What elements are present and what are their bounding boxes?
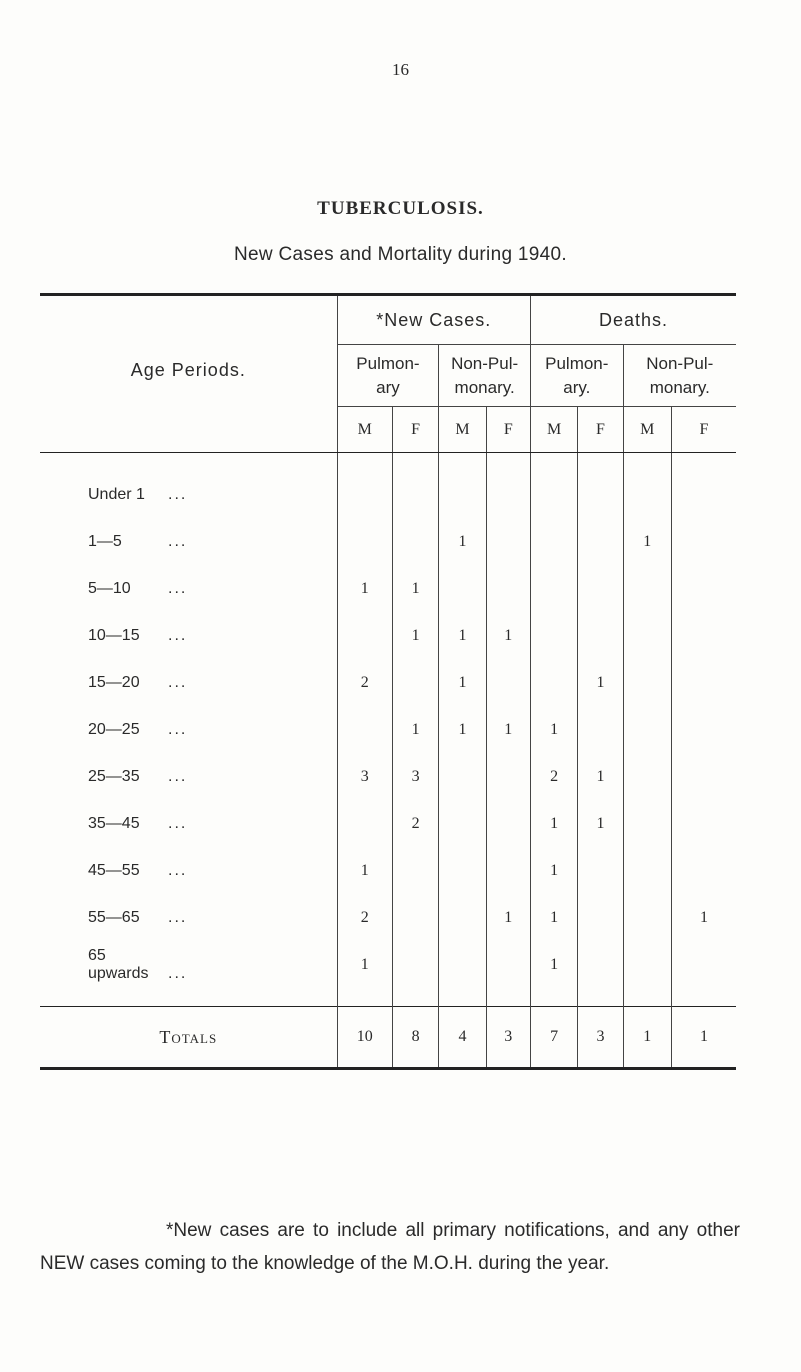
sex-header: M bbox=[623, 407, 671, 453]
totals-label: Totals bbox=[40, 1007, 337, 1069]
table-cell bbox=[486, 941, 530, 988]
leader-dots: ... bbox=[168, 814, 188, 832]
table-cell: 2 bbox=[392, 800, 438, 847]
new-non-pulmonary-header: Non-Pul-monary. bbox=[439, 345, 531, 407]
table-cell bbox=[623, 706, 671, 753]
table-cell bbox=[439, 800, 486, 847]
table-cell: 1 bbox=[530, 894, 577, 941]
table-cell bbox=[671, 706, 736, 753]
total-cell: 10 bbox=[337, 1007, 392, 1069]
table-cell bbox=[530, 471, 577, 518]
table-cell bbox=[337, 706, 392, 753]
age-period-label bbox=[40, 518, 337, 565]
age-period-label bbox=[40, 659, 337, 706]
age-period-text: 1—5 bbox=[88, 532, 122, 550]
table-cell bbox=[623, 471, 671, 518]
age-period-label bbox=[40, 800, 337, 847]
table-cell bbox=[486, 565, 530, 612]
table-cell bbox=[623, 753, 671, 800]
age-period-text: 45—55 bbox=[88, 861, 140, 879]
table-cell bbox=[623, 659, 671, 706]
table-cell bbox=[578, 941, 623, 988]
sex-header: F bbox=[392, 407, 438, 453]
table-row bbox=[40, 518, 736, 565]
table-row bbox=[40, 706, 736, 753]
new-cases-header: *New Cases. bbox=[337, 295, 530, 345]
leader-dots: ... bbox=[168, 908, 188, 926]
age-period-label bbox=[40, 941, 337, 988]
age-period-label bbox=[40, 847, 337, 894]
table-cell bbox=[337, 518, 392, 565]
table-row bbox=[40, 753, 736, 800]
table-cell: 1 bbox=[392, 706, 438, 753]
age-period-text: 10—15 bbox=[88, 626, 140, 644]
total-cell: 7 bbox=[530, 1007, 577, 1069]
table-cell bbox=[671, 753, 736, 800]
sex-header: F bbox=[578, 407, 623, 453]
table-row bbox=[40, 847, 736, 894]
table-row bbox=[40, 800, 736, 847]
table-cell bbox=[578, 612, 623, 659]
table-cell bbox=[530, 612, 577, 659]
new-pulmonary-header: Pulmon-ary bbox=[337, 345, 439, 407]
age-period-text: Under 1 bbox=[88, 485, 145, 503]
leader-dots: ... bbox=[168, 532, 188, 550]
table-cell: 1 bbox=[578, 800, 623, 847]
table-cell: 3 bbox=[337, 753, 392, 800]
table-cell bbox=[392, 941, 438, 988]
table-cell bbox=[623, 800, 671, 847]
age-period-text: 20—25 bbox=[88, 720, 140, 738]
age-period-label bbox=[40, 894, 337, 941]
total-cell: 1 bbox=[623, 1007, 671, 1069]
table-cell: 1 bbox=[486, 894, 530, 941]
table-cell bbox=[337, 612, 392, 659]
table-cell bbox=[671, 659, 736, 706]
table-cell bbox=[578, 706, 623, 753]
table-row bbox=[40, 894, 736, 941]
table-cell: 1 bbox=[530, 941, 577, 988]
age-periods-header: Age Periods. bbox=[130, 360, 246, 381]
age-period-label bbox=[40, 753, 337, 800]
table-cell bbox=[578, 471, 623, 518]
table-cell bbox=[337, 471, 392, 518]
table-cell bbox=[392, 471, 438, 518]
total-cell: 3 bbox=[578, 1007, 623, 1069]
age-period-text: 25—35 bbox=[88, 767, 140, 785]
leader-dots: ... bbox=[168, 626, 188, 644]
table-cell bbox=[623, 565, 671, 612]
table-cell bbox=[530, 518, 577, 565]
table-cell: 1 bbox=[392, 565, 438, 612]
table-cell: 1 bbox=[578, 659, 623, 706]
table-cell bbox=[486, 753, 530, 800]
table-cell bbox=[392, 518, 438, 565]
total-cell: 3 bbox=[486, 1007, 530, 1069]
age-period-label bbox=[40, 612, 337, 659]
age-period-text: 15—20 bbox=[88, 673, 140, 691]
age-period-text: 35—45 bbox=[88, 814, 140, 832]
table-row bbox=[40, 612, 736, 659]
table-cell: 1 bbox=[337, 847, 392, 894]
sex-header: M bbox=[439, 407, 486, 453]
leader-dots: ... bbox=[168, 767, 188, 785]
sex-header: F bbox=[671, 407, 736, 453]
table-cell bbox=[439, 565, 486, 612]
leader-dots: ... bbox=[168, 720, 188, 738]
table-cell bbox=[439, 894, 486, 941]
age-period-label bbox=[40, 706, 337, 753]
table-cell bbox=[623, 847, 671, 894]
age-period-text: 55—65 bbox=[88, 908, 140, 926]
leader-dots: ... bbox=[168, 964, 188, 982]
table-cell bbox=[486, 847, 530, 894]
table-cell: 2 bbox=[530, 753, 577, 800]
table-cell: 1 bbox=[439, 706, 486, 753]
table-cell bbox=[623, 941, 671, 988]
deaths-pulmonary-header: Pulmon-ary. bbox=[530, 345, 623, 407]
table-cell bbox=[439, 941, 486, 988]
table-cell bbox=[671, 847, 736, 894]
total-cell: 4 bbox=[439, 1007, 486, 1069]
age-header-spacer bbox=[40, 407, 337, 453]
table-cell: 1 bbox=[578, 753, 623, 800]
sex-header: M bbox=[337, 407, 392, 453]
table-cell: 1 bbox=[439, 518, 486, 565]
leader-dots: ... bbox=[168, 673, 188, 691]
table-cell bbox=[486, 471, 530, 518]
table-cell: 1 bbox=[439, 612, 486, 659]
table-cell bbox=[671, 612, 736, 659]
table-cell bbox=[578, 518, 623, 565]
table-cell bbox=[392, 659, 438, 706]
page-subtitle: New Cases and Mortality during 1940. bbox=[234, 244, 567, 265]
table-row bbox=[40, 565, 736, 612]
table-row bbox=[40, 471, 736, 518]
table-cell: 1 bbox=[439, 659, 486, 706]
table-cell bbox=[671, 800, 736, 847]
table-cell bbox=[486, 518, 530, 565]
table-cell bbox=[439, 471, 486, 518]
table-cell bbox=[486, 800, 530, 847]
table-cell: 1 bbox=[392, 612, 438, 659]
table-cell: 2 bbox=[337, 894, 392, 941]
total-cell: 1 bbox=[671, 1007, 736, 1069]
table-row bbox=[40, 659, 736, 706]
table-cell: 1 bbox=[486, 706, 530, 753]
table-cell bbox=[530, 659, 577, 706]
table-cell: 2 bbox=[337, 659, 392, 706]
table-cell bbox=[337, 800, 392, 847]
leader-dots: ... bbox=[168, 485, 188, 503]
sex-header: F bbox=[486, 407, 530, 453]
table-cell bbox=[392, 847, 438, 894]
table-cell: 1 bbox=[623, 518, 671, 565]
leader-dots: ... bbox=[168, 579, 188, 597]
deaths-non-pulmonary-header: Non-Pul-monary. bbox=[623, 345, 736, 407]
age-period-text: 65 upwards bbox=[88, 946, 149, 982]
table-cell bbox=[578, 847, 623, 894]
age-period-label bbox=[40, 471, 337, 518]
page-number: 16 bbox=[392, 60, 409, 79]
page-title: TUBERCULOSIS. bbox=[317, 198, 484, 219]
table-cell bbox=[578, 565, 623, 612]
table-cell: 1 bbox=[486, 612, 530, 659]
table-cell: 1 bbox=[671, 894, 736, 941]
table-cell bbox=[439, 753, 486, 800]
table-cell bbox=[439, 847, 486, 894]
table-cell: 1 bbox=[530, 847, 577, 894]
table-cell bbox=[578, 894, 623, 941]
table-cell bbox=[530, 565, 577, 612]
total-cell: 8 bbox=[392, 1007, 438, 1069]
footnote: *New cases are to include all primary notifications, and any other NEW cases coming to the knowledge of the M.O.H. during the year. bbox=[40, 1220, 740, 1274]
table-cell bbox=[671, 518, 736, 565]
table-cell: 3 bbox=[392, 753, 438, 800]
table-row bbox=[40, 941, 736, 988]
table-cell bbox=[671, 941, 736, 988]
deaths-header: Deaths. bbox=[530, 295, 736, 345]
table-cell: 1 bbox=[337, 941, 392, 988]
table-cell: 1 bbox=[337, 565, 392, 612]
table-cell bbox=[392, 894, 438, 941]
table-cell: 1 bbox=[530, 706, 577, 753]
tuberculosis-table bbox=[40, 293, 736, 1070]
age-period-label bbox=[40, 565, 337, 612]
totals-row bbox=[40, 1007, 736, 1069]
table-cell bbox=[623, 894, 671, 941]
table-cell bbox=[671, 565, 736, 612]
age-period-text: 5—10 bbox=[88, 579, 131, 597]
table-cell: 1 bbox=[530, 800, 577, 847]
table-cell bbox=[623, 612, 671, 659]
table-cell bbox=[671, 471, 736, 518]
leader-dots: ... bbox=[168, 861, 188, 879]
table-cell bbox=[486, 659, 530, 706]
sex-header: M bbox=[530, 407, 577, 453]
